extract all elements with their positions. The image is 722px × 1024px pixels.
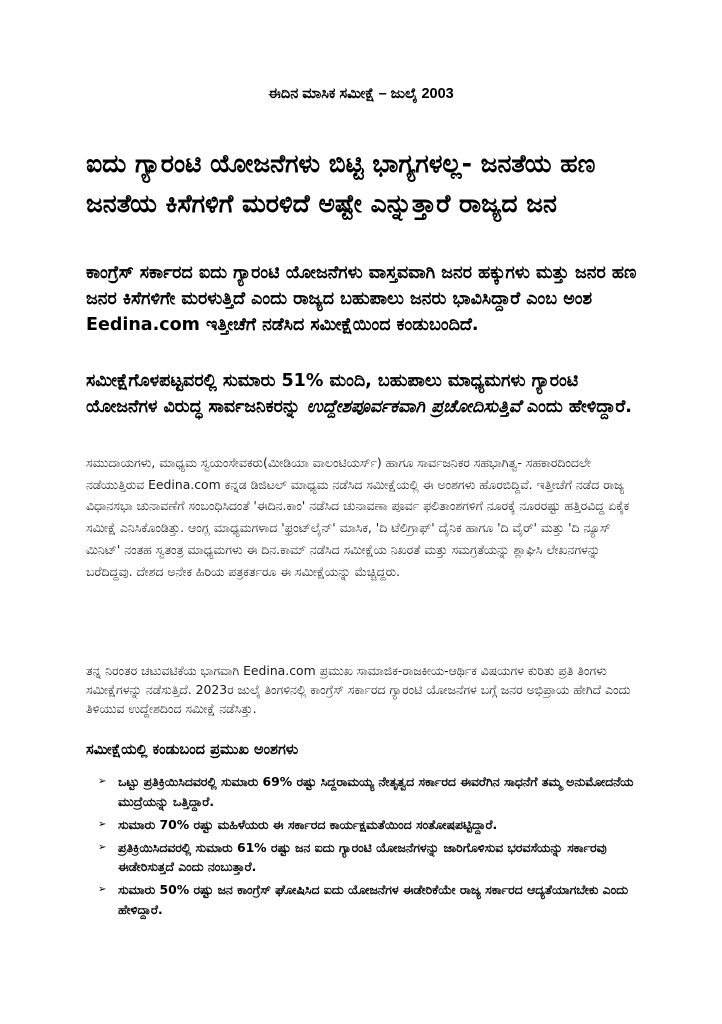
finding-item (86, 838, 646, 877)
finding-text: ಸುಮಾರು 50% ರಷ್ಟು ಜನ ಕಾಂಗ್ರೆಸ್ ಘೋಷಿಸಿದ ಐದು ಯೋಜನೆಗಳ ಈಡೇರಿಕೆಯೇ ರಾಜ್ಯ ಸರ್ಕಾರದ ಆದ್ಯತೆಯಾಗಬೇಕು ಎಂದು ಹೇಳಿದ್ದಾರೆ. (118, 882, 629, 917)
finding-text: ಸುಮಾರು 70% ರಷ್ಟು ಮಹಿಳೆಯರು ಈ ಸರ್ಕಾರದ ಕಾರ್ಯಕ್ಷಮತೆಯಿಂದ ಸಂತೋಷಪಟ್ಟಿದ್ದಾರೆ. (118, 816, 498, 832)
claim-emphasis: ಉದ್ದೇಶಪೂರ್ವಕವಾಗಿ ಪ್ರಚೋದಿಸುತ್ತಿವೆ (306, 397, 521, 417)
bullet-arrow-icon: ➢ (98, 818, 107, 830)
claim-text-start: ಸಮೀಕ್ಷೆಗೊಳಪಟ್ಟವರಲ್ಲಿ ಸುಮಾರು 51% ಮಂದಿ, ಬಹುಪಾಲು ಮಾಧ್ಯಮಗಳು ಗ್ಯಾರಂಟಿ ಯೋಜನೆಗಳ ವಿರುದ್ಧ ಸಾರ್ವಜನಿಕರನ್ನು (86, 371, 579, 417)
finding-text: ಪ್ರತಿಕ್ರಿಯಿಸಿದವರಲ್ಲಿ ಸುಮಾರು 61% ರಷ್ಟು ಜನ ಐದು ಗ್ಯಾರಂಟಿ ಯೋಜನೆಗಳನ್ನು ಜಾರಿಗೊಳಿಸುವ ಭರವಸೆಯನ್ನು ಸರ್ಕಾರವು ಈಡೇರಿಸುತ್ತದೆ ಎಂದು ನಂಬುತ್ತಾರೆ. (118, 839, 607, 874)
finding-text: ಒಟ್ಟು ಪ್ರತಿಕ್ರಿಯಿಸಿದವರಲ್ಲಿ ಸುಮಾರು 69% ರಷ್ಟು ಸಿದ್ದರಾಮಯ್ಯ ನೇತೃತ್ವದ ಸರ್ಕಾರದ ಈವರೆಗಿನ ಸಾಧನೆಗೆ ತಮ್ಮ ಅನುಮೋದನೆಯ ಮುದ್ರೆಯನ್ನು ಒತ್ತಿದ್ದಾರೆ. (118, 774, 634, 809)
headline: ಐದು ಗ್ಯಾರಂಟಿ ಯೋಜನೆಗಳು ಬಿಟ್ಟಿ ಭಾಗ್ಯಗಳಲ್ಲ- ಜನತೆಯ ಹಣ ಜನತೆಯ ಕಿಸೆಗಳಿಗೆ ಮರಳಿದೆ ಅಷ್ಟೇ ಎನ್ನುತ್ತಾರೆ ರಾಜ್ಯದ ಜನ (86, 149, 596, 218)
findings-list (86, 772, 646, 923)
claim-text-end: ಎಂದು ಹೇಳಿದ್ದಾರೆ. (520, 397, 632, 417)
body-paragraph-2: ತನ್ನ ನಿರಂತರ ಚಟುವಟಿಕೆಯ ಭಾಗವಾಗಿ Eedina.com ಪ್ರಮುಖ ಸಾಮಾಜಿಕ-ರಾಜಕೀಯ-ಆರ್ಥಿಕ ವಿಷಯಗಳ ಕುರಿತು ಪ್ರತಿ ತಿಂಗಳು ಸಮೀಕ್ಷೆಗಳನ್ನು ನಡೆಸುತ್ತಿದೆ. 2023ರ ಜುಲೈ ತಿಂಗಳಿನಲ್ಲಿ ಕಾಂಗ್ರೆಸ್ ಸರ್ಕಾರದ ಗ್ಯಾರಂಟಿ ಯೋಜನೆಗಳ ಬಗ್ಗೆ ಜನರ ಅಭಿಪ್ರಾಯ ಹೇಗಿದೆ ಎಂದು ತಿಳಿಯುವ ಉದ್ದೇಶದಿಂದ ಸಮೀಕ್ಷೆ ನಡೆಸಿತ್ತು. (86, 663, 631, 716)
media-claim-paragraph (86, 368, 646, 420)
body-paragraph-1: ಸಮುದಾಯಗಳು, ಮಾಧ್ಯಮ ಸ್ವಯಂಸೇವಕರು(ಮೀಡಿಯಾ ವಾಲಂಟಿಯರ್ಸ್) ಹಾಗೂ ಸಾರ್ವಜನಿಕರ ಸಹಭಾಗಿತ್ವ- ಸಹಕಾರದಿಂದಲೇ ನಡೆಯುತ್ತಿರುವ Eedina.com ಕನ್ನಡ ಡಿಜಿಟಲ್ ಮಾಧ್ಯಮ ನಡೆಸಿದ ಸಮೀಕ್ಷೆಯಲ್ಲಿ ಈ ಅಂಶಗಳು ಹೊರಬಿದ್ದಿವೆ. ಇತ್ತೀಚೆಗೆ ನಡೆದ ರಾಜ್ಯ ವಿಧಾನಸಭಾ ಚುನಾವಣೆಗೆ ಸಂಬಂಧಿಸಿದಂತೆ 'ಈದಿನ.ಕಾಂ' ನಡೆಸಿದ ಚುನಾವಣಾ ಪೂರ್ವ ಫಲಿತಾಂಶಗಳಿಗೆ ನೂರಕ್ಕೆ ನೂರರಷ್ಟು ಹತ್ತಿರವಿದ್ದ ಏಕೈಕ ಸಮೀಕ್ಷೆ ಎನಿಸಿಕೊಂಡಿತ್ತು. ಆಂಗ್ಲ ಮಾಧ್ಯಮಗಳಾದ 'ಫ್ರಂಟ್‌ಲೈನ್' ಮಾಸಿಕ, 'ದಿ ಟೆಲಿಗ್ರಾಫ್' ದೈನಿಕ ಹಾಗೂ 'ದಿ ವೈರ್' ಮತ್ತು 'ದಿ ನ್ಯೂಸ್ ಮಿನಿಟ್' ನಂತಹ ಸ್ವತಂತ್ರ ಮಾಧ್ಯಮಗಳು ಈ ದಿನ.ಕಾಮ್ ನಡೆಸಿದ ಸಮೀಕ್ಷೆಯ ನಿಖರತೆ ಮತ್ತು ಸಮಗ್ರತೆಯನ್ನು ಶ್ಲಾಘಿಸಿ ಲೇಖನಗಳನ್ನು ಬರೆದಿದ್ದವು. ದೇಶದ ಅನೇಕ ಹಿರಿಯ ಪತ್ರಕರ್ತರೂ ಈ ಸಮೀಕ್ಷೆಯನ್ನು ಮೆಚ್ಚಿದ್ದರು. (86, 455, 630, 579)
report-title: ಈದಿನ ಮಾಸಿಕ ಸಮೀಕ್ಷೆ – ಜುಲೈ 2003 (268, 86, 454, 102)
bullet-arrow-icon: ➢ (98, 841, 107, 853)
finding-item (86, 772, 646, 811)
bullet-arrow-icon: ➢ (98, 776, 107, 787)
bullet-arrow-icon: ➢ (98, 884, 107, 895)
finding-item (86, 880, 646, 919)
findings-heading: ಸಮೀಕ್ಷೆಯಲ್ಲಿ ಕಂಡುಬಂದ ಪ್ರಮುಖ ಅಂಶಗಳು (86, 742, 299, 758)
intro-paragraph: ಕಾಂಗ್ರೆಸ್ ಸರ್ಕಾರದ ಐದು ಗ್ಯಾರಂಟಿ ಯೋಜನೆಗಳು ವಾಸ್ತವವಾಗಿ ಜನರ ಹಕ್ಕುಗಳು ಮತ್ತು ಜನರ ಹಣ ಜನರ ಕಿಸೆಗಳಿಗೇ ಮರಳುತ್ತಿದೆ ಎಂದು ರಾಜ್ಯದ ಬಹುಪಾಲು ಜನರು ಭಾವಿಸಿದ್ದಾರೆ ಎಂಬ ಅಂಶ Eedina.com ಇತ್ತೀಚೆಗೆ ನಡೆಸಿದ ಸಮೀಕ್ಷೆಯಿಂದ ಕಂಡುಬಂದಿದೆ. (86, 263, 637, 335)
finding-item (86, 815, 646, 835)
